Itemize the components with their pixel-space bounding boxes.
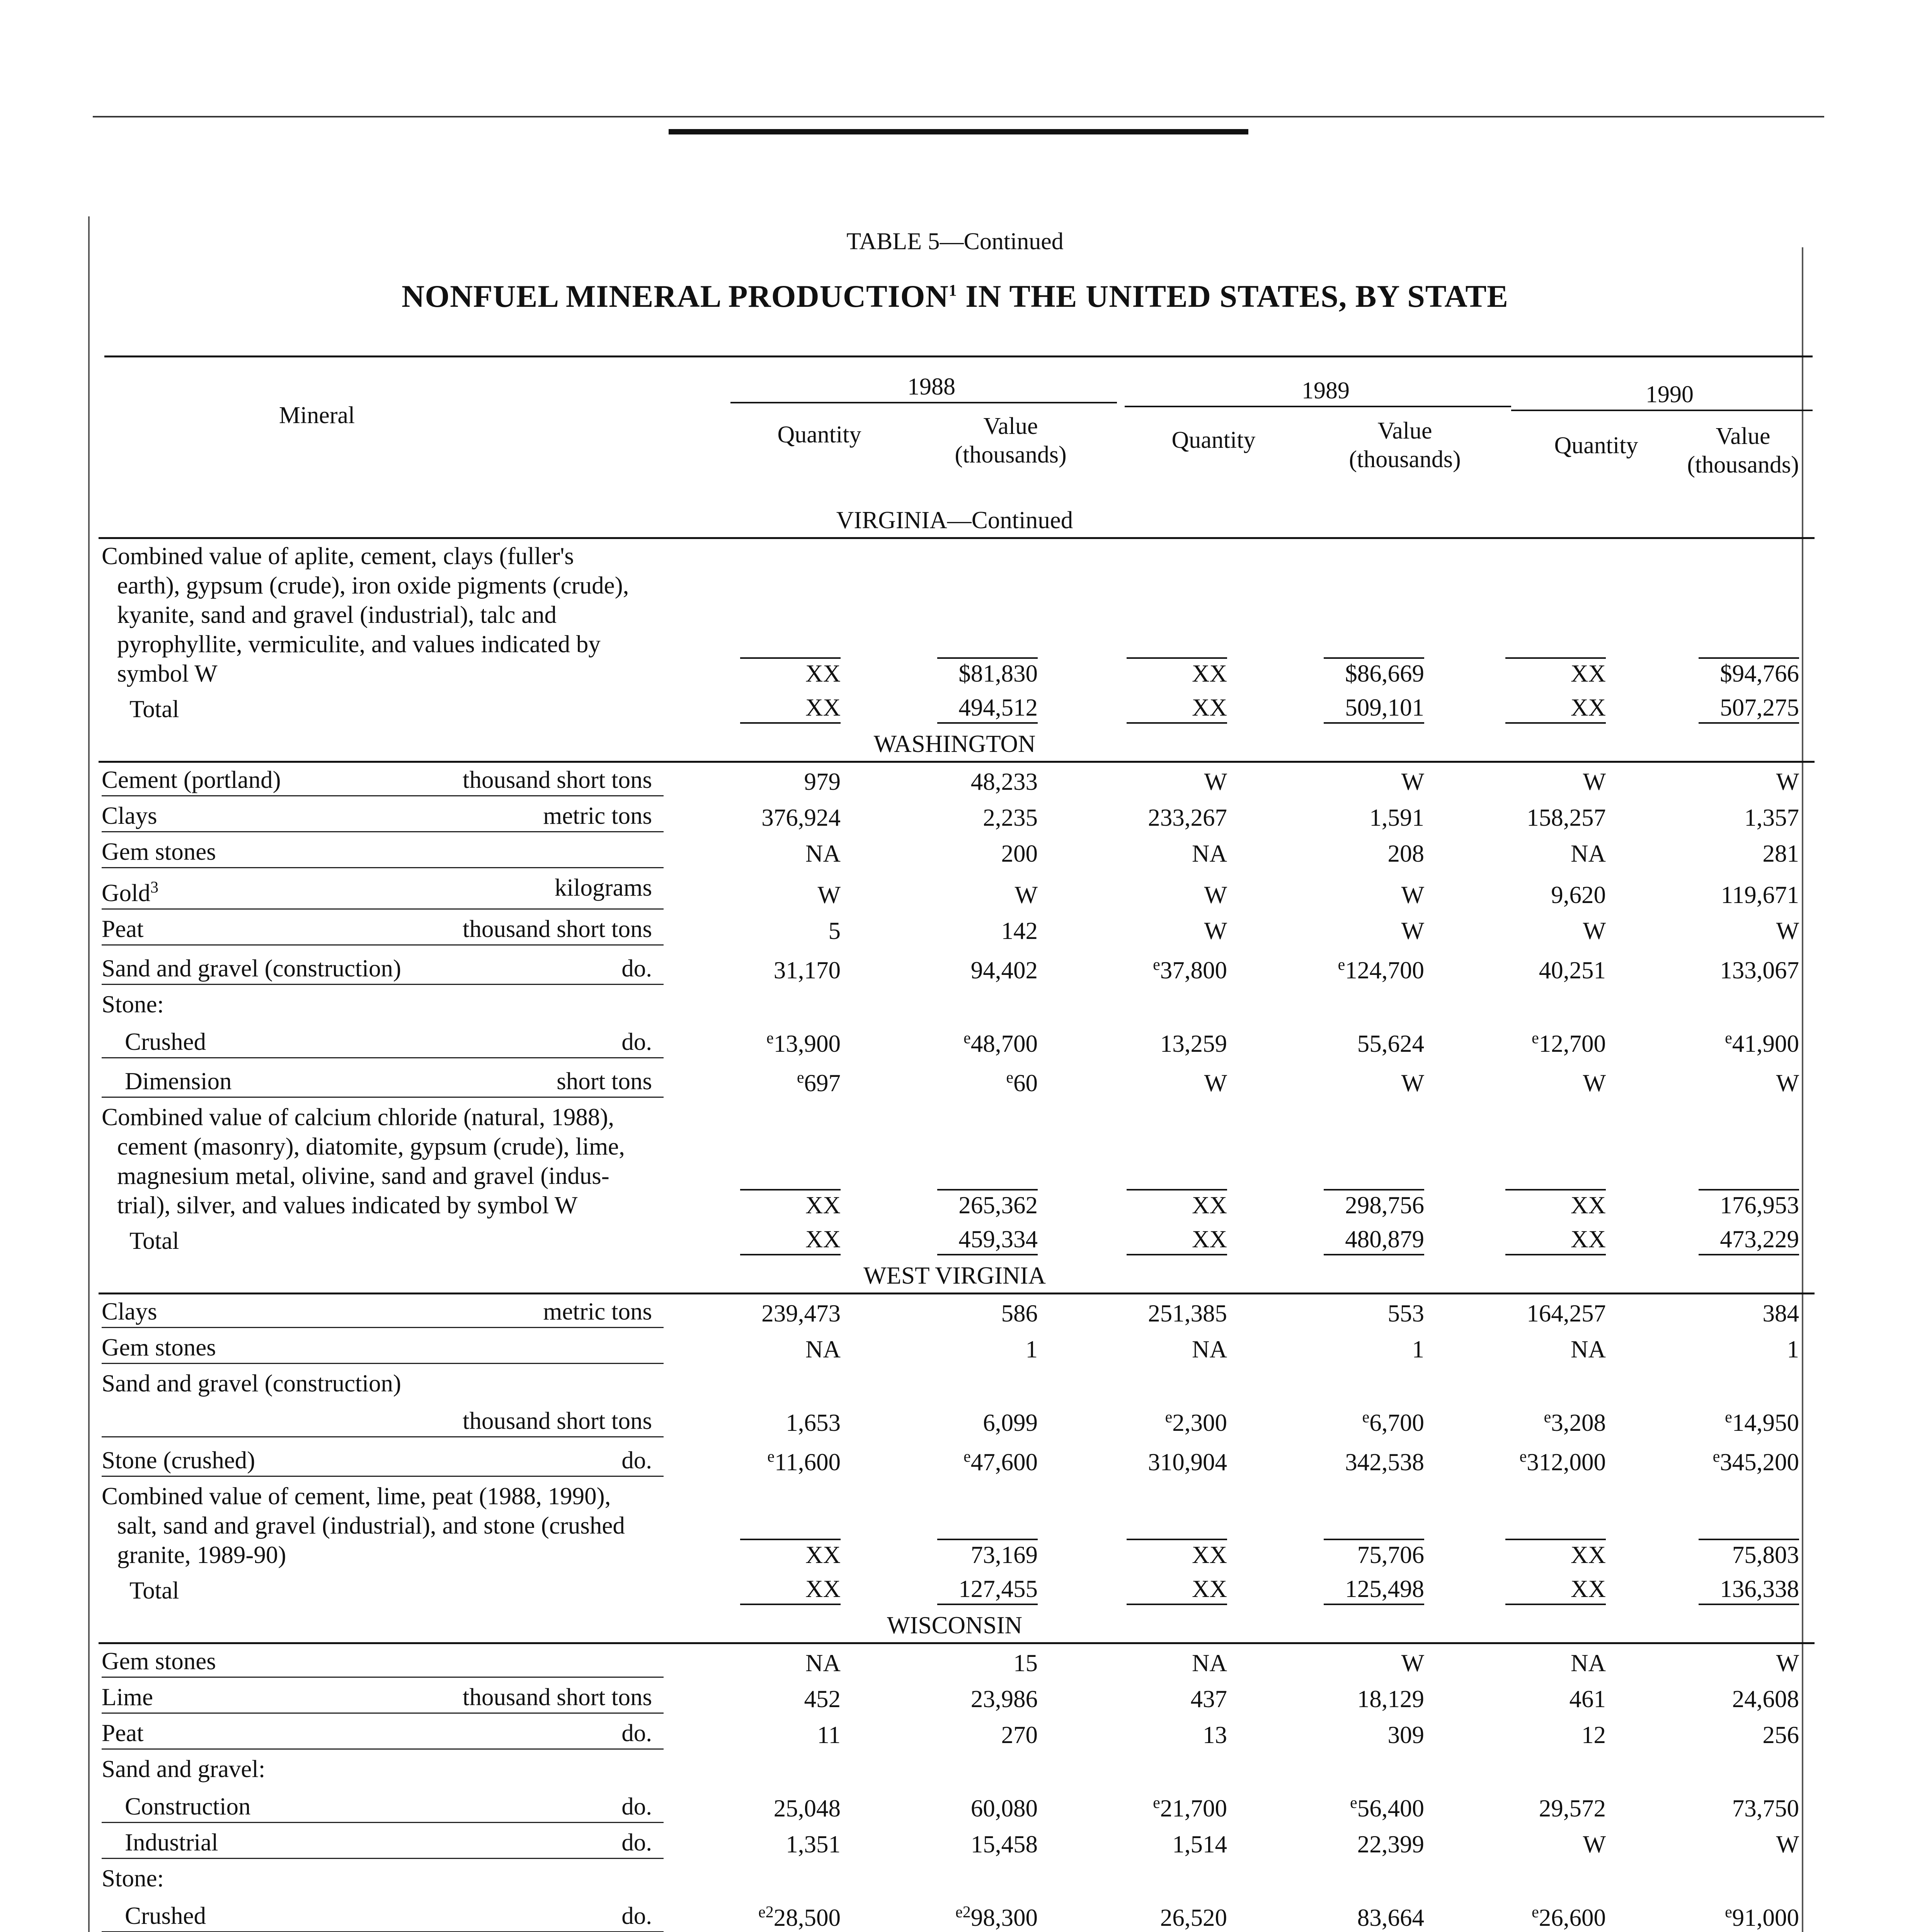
value-1989: Value (thousands) (1349, 418, 1461, 473)
table-row-total: Total XX 494,512 XX 509,101 XX 507,275 (99, 690, 1815, 726)
table-row: Combined value of cement, lime, peat (1988, 1990), salt, sand and gravel (industrial), and stone (crushed granite, 1989-90) XX 73,169 XX 75,706 XX 75,803 (99, 1479, 1815, 1572)
table-title: NONFUEL MINERAL PRODUCTION$^1$ IN THE UNITED STATES, BY STATE (402, 279, 1508, 314)
table-row: Peat thousand short tons 5 142 W W W W (99, 912, 1815, 948)
quantity-1990: Quantity (1554, 432, 1638, 459)
table-row: thousand short tons 1,653 6,099 $^e$2,300 $^e$6,700 $^e$3,208 $^e$14,950 (99, 1400, 1815, 1440)
table-row: Peat do. 11 270 13 309 12 256 (99, 1716, 1815, 1752)
value-1988: Value (thousands) (955, 413, 1067, 468)
table-row-total: Total XX 127,455 XX 125,498 XX 136,338 (99, 1572, 1815, 1607)
table-row: Stone: (102, 991, 164, 1018)
year-1988: 1988 (907, 374, 955, 400)
mineral-column-header: Mineral (279, 402, 355, 429)
table-row: Sand and gravel (construction) do. 31,170 94,402 $^e$37,800 $^e$124,700 40,251 133,067 (99, 948, 1815, 987)
value-1990: Value (thousands) (1687, 423, 1799, 478)
table-row: Construction do. 25,048 60,080 $^e$21,700 $^e$56,400 29,572 73,750 (99, 1786, 1815, 1825)
table-row: Cement (portland) thousand short tons 979 48,233 W W W W (99, 762, 1815, 799)
table-row: Gem stones NA 15 NA W NA W (99, 1643, 1815, 1680)
section-west-virginia: WEST VIRGINIA (99, 1258, 1815, 1294)
left-margin-line (88, 216, 90, 1932)
table-row: Crushed do. $^{e2}$28,500 $^{e2}$98,300 26,520 83,664 $^e$26,600 $^e$91,000 (99, 1895, 1815, 1932)
year-1989: 1989 (1302, 378, 1350, 404)
table-label: TABLE 5—Continued (846, 228, 1064, 255)
table-row: Stone (crushed) do. $^e$11,600 $^e$47,600 310,904 342,538 $^e$312,000 $^e$345,200 (99, 1440, 1815, 1479)
quantity-1988: Quantity (777, 422, 861, 448)
table-row: Clays metric tons 376,924 2,235 233,267 1,591 158,257 1,357 (99, 799, 1815, 835)
table-row: Gem stones NA 1 NA 1 NA 1 (99, 1330, 1815, 1366)
table-row: Lime thousand short tons 452 23,986 437 18,129 461 24,608 (99, 1680, 1815, 1716)
mineral-label: Combined value of aplite, cement, clays (fuller's earth), gypsum (crude), iron oxide pigments (crude), kyanite, sand and gravel (industrial), talc and pyrophyllite, vermiculite, and values indicated by symbol W (102, 543, 629, 687)
table-row-total: Total XX 459,334 XX 480,879 XX 473,229 (99, 1222, 1815, 1258)
production-table (99, 502, 1815, 1932)
table-row: Clays metric tons 239,473 586 251,385 553 164,257 384 (99, 1294, 1815, 1331)
table-row: Gold$^3$ kilograms W W W W 9,620 119,671 (99, 871, 1815, 912)
section-washington: WASHINGTON (99, 726, 1815, 762)
table-row: Dimension short tons $^e$697 $^e$60 W W W W (99, 1061, 1815, 1100)
table-row: Sand and gravel: (102, 1755, 266, 1782)
table-row: Industrial do. 1,351 15,458 1,514 22,399 W W (99, 1825, 1815, 1861)
table-row: Gem stones NA 200 NA 208 NA 281 (99, 835, 1815, 871)
column-header (104, 355, 1813, 518)
table-row: Sand and gravel (construction) (102, 1370, 402, 1397)
top-rule (93, 116, 1824, 117)
quantity-1989: Quantity (1171, 427, 1256, 453)
table-row: Stone: (102, 1865, 164, 1892)
section-wisconsin: WISCONSIN (99, 1607, 1815, 1643)
table-row: Combined value of aplite, cement, clays (fuller's earth), gypsum (crude), iron oxide pigments (crude), kyanite, sand and gravel (industrial), talc and pyrophyllite, vermiculite, and values indicated by symbol W XX $81,830 XX $86,669 XX $94,766 (99, 538, 1815, 691)
year-1990: 1990 (1646, 381, 1694, 408)
table-row: Combined value of calcium chloride (natural, 1988), cement (masonry), diatomite, gypsum (crude), lime, magnesium metal, olivine, sand and gravel (indus- trial), silver, and values indicated by symbol W XX 265,362 XX 298,756 XX 176,953 (99, 1100, 1815, 1222)
section-virginia: VIRGINIA—Continued (99, 502, 1815, 538)
top-rule-thick (669, 129, 1248, 134)
table-row: Crushed do. $^e$13,900 $^e$48,700 13,259 55,624 $^e$12,700 $^e$41,900 (99, 1021, 1815, 1061)
